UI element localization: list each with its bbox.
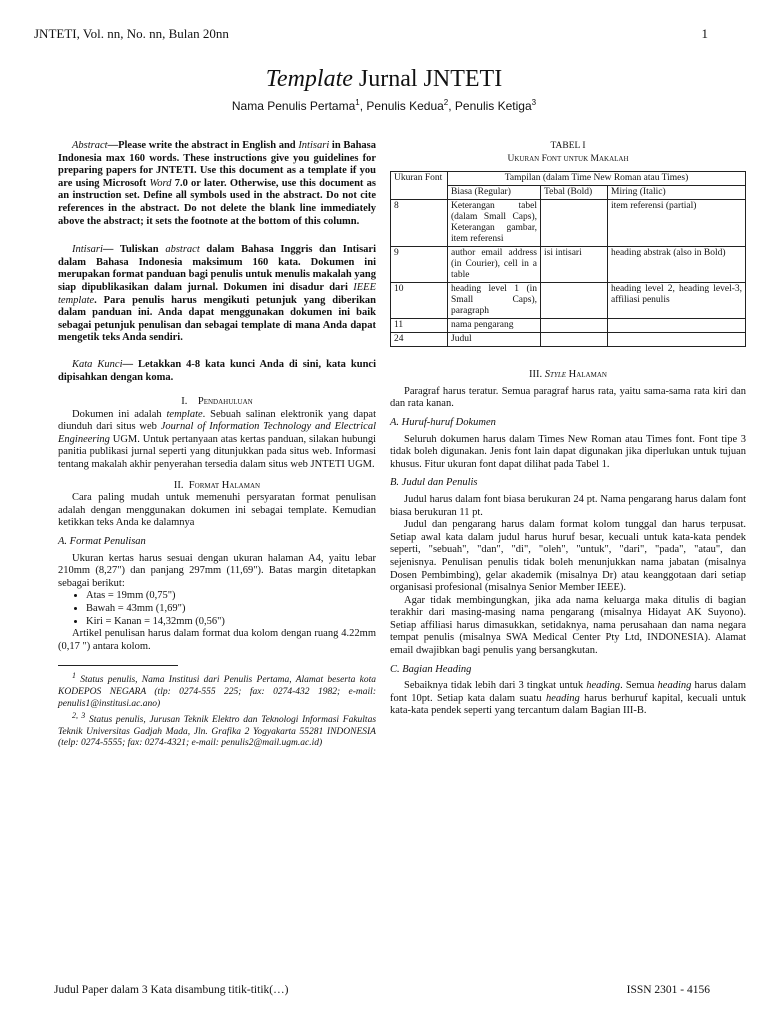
table-cell: item referensi (partial) — [608, 200, 746, 247]
table-cell: nama pengarang — [448, 319, 541, 333]
intisari: Intisari— Tuliskan abstract dalam Bahasa Inggris dan Intisari dalam Bahasa Indonesia maksimum 160 kata. Dokumen ini merupakan format panduan bagi penulis untuk menulis makalah yang siap dipublikasikan dalam jurnal. Dokumen ini disadur dari IEEE template. Para penulis harus mengikuti petunjuk yang diberikan dalam panduan ini. Anda dapat menggunakan dokumen ini baik sebagai petunjuk penulisan dan sebagai template di mana Anda dapat mengetik teks Anda sendiri. — [58, 244, 377, 344]
table-row — [391, 333, 746, 347]
table-cell: 11 — [391, 319, 448, 333]
table-cell: heading level 2, heading level-3, affiliasi penulis — [608, 283, 746, 319]
section-2-paragraph: Cara paling mudah untuk memenuhi persyaratan format penulisan adalah dengan menggunakan dokumen ini sebagai template. Kemudian ketikkan teks Anda ke dalamnya — [58, 492, 376, 529]
table-cell — [608, 333, 746, 347]
footnote-1: $^1$ Status penulis, Nama Institusi dari Penulis Pertama, Alamat beserta kota KODEPOS NEGARA (tlp: 0274-555 225; fax: 0274-432 1982; e-mail: penulis1@institusi.ac.ano) — [58, 671, 377, 709]
table-header: Ukuran Font — [391, 172, 448, 200]
title-paragraph: Judul harus dalam font biasa berukuran 24 pt. Nama pengarang harus dalam font biasa berukuran 11 pt. — [390, 493, 746, 518]
running-header: JNTETI, Vol. nn, No. nn, Bulan 20nn — [34, 26, 229, 41]
column-paragraph: Artikel penulisan harus dalam format dua kolom dengan ruang 4.22mm (0,17 ") antara kolom. — [58, 628, 376, 652]
subsection-2a-heading: A. Format Penulisan — [58, 536, 146, 548]
font-size-table — [390, 171, 746, 347]
section-1-paragraph: Dokumen ini adalah template. Sebuah salinan elektronik yang dapat diunduh dari situs web Journal of Information Technology and Electrical Engineering UGM. Untuk pertanyaan atas kertas panduan, silakan hubungi panitia publikasi jurnal seperti yang ditunjukkan pada situs web. Informasi tentang makalah akhir penyerahan tersedia dalam situs web JNTETI UGM. — [58, 408, 376, 471]
table-cell: 8 — [391, 200, 448, 247]
paper-size-paragraph: Ukuran kertas harus sesuai dengan ukuran halaman A4, yaitu lebar 210mm (8,27") dan panjang 297mm (11,69"). Batas margin ditetapkan sebagai berikut: — [58, 552, 376, 589]
table-row — [391, 247, 746, 283]
fonts-paragraph: Seluruh dokumen harus dalam Times New Roman atau Times font. Font tipe 3 tidak boleh digunakan. Jenis font lain dapat digunakan jika diperlukan untuk tujuan khusus. Fitur ukuran font dapat dilihat pada Tabel 1. — [390, 433, 746, 470]
table-label: TABEL I — [550, 141, 586, 151]
table-header: Tampilan (dalam Time New Roman atau Times) — [448, 172, 746, 186]
section-3-heading: III. Style Halaman — [529, 369, 607, 381]
subsection-3c-heading: C. Bagian Heading — [390, 663, 472, 675]
table-row — [391, 283, 746, 319]
heading-paragraph: Sebaiknya tidak lebih dari 3 tingkat untuk heading. Semua heading harus dalam font 10pt. Setiap kata dalam suatu heading harus berhuruf kapital, kecuali untuk kata-kata pendek seperti yang tercantum dalam Bagian III-B. — [390, 680, 747, 717]
table-header: Miring (Italic) — [608, 186, 746, 200]
table-cell — [541, 283, 608, 319]
table-cell: heading level 1 (in Small Caps), paragraph — [448, 283, 541, 319]
footnote-2: $^{2, 3}$ Status penulis, Jurusan Teknik Elektro dan Teknologi Informasi Fakultas Teknik Universitas Gadjah Mada, Jln. Grafika 2 Yogyakarta 55281 INDONESIA (telp: 0274-5555; fax: 0274-4321; e-mail: penulis2@mail.ugm.ac.id) — [58, 711, 377, 749]
table-cell — [541, 319, 608, 333]
section-1-heading: I. Pendahuluan — [181, 396, 253, 408]
keywords: Kata Kunci— Letakkan 4-8 kata kunci Anda di sini, kata kunci dipisahkan dengan koma. — [58, 358, 377, 383]
issn: ISSN 2301 - 4156 — [626, 984, 710, 996]
right-column — [390, 140, 746, 718]
list-item: • Kiri = Kanan = 14,32mm (0,56") — [86, 616, 376, 629]
table-cell: Judul — [448, 333, 541, 347]
subsection-3b-heading: B. Judul dan Penulis — [390, 477, 478, 489]
section-2-heading: II. Format Halaman — [173, 479, 261, 491]
table-row — [391, 200, 746, 247]
abstract: Abstract—Please write the abstract in English and Intisari in Bahasa Indonesia max 160 words. These instructions give you guidelines for preparing papers for JNTETI. Use this document as a template if you are using Microsoft Word 7.0 or later. Otherwise, use this document as an instruction set. Define all symbols used in the abstract. Do not cite references in the abstract. Do not delete the blank line immediately above the abstract; it sets the footnote at the bottom of this column. — [58, 140, 376, 227]
table-header: Biasa (Regular) — [448, 186, 541, 200]
left-column — [58, 140, 376, 750]
table-cell: isi intisari — [541, 247, 608, 283]
margin-list — [58, 590, 376, 628]
author-paragraph: Judul dan pengarang harus dalam format kolom tunggal dan harus terpusat. Setiap awal kata dalam judul harus huruf besar, kecuali untuk kata-kata pendek seperti, "sebuah", "dan", "di", "oleh", "untuk", "dari", "pada", "atau", dan sejenisnya. Penulisan penulis tidak boleh menunjukkan nama jabatan (misalnya Dosen Pembimbing), gelar akademik (misalnya Dr) atau keanggotaan dari setiap organisasi profesional (misalnya Senior Member IEEE). — [390, 519, 746, 594]
subsection-3a-heading: A. Huruf-huruf Dokumen — [390, 416, 496, 428]
section-3-paragraph: Paragraf harus teratur. Semua paragraf harus rata, yaitu sama-sama rata kiri dan dan rata kanan. — [390, 385, 746, 410]
table-row — [391, 319, 746, 333]
table-cell: author email address (in Courier), cell in a table — [448, 247, 541, 283]
list-item: • Bawah = 43mm (1,69") — [86, 603, 376, 616]
author-list: Nama Penulis Pertama$^1$, Penulis Kedua$^2$, Penulis Ketiga$^3$ — [231, 98, 537, 113]
page-number: 1 — [701, 26, 708, 41]
table-cell — [541, 200, 608, 247]
table-cell — [541, 333, 608, 347]
list-item: • Atas = 19mm (0,75") — [86, 590, 376, 603]
table-cell: heading abstrak (also in Bold) — [608, 247, 746, 283]
running-footer: Judul Paper dalam 3 Kata disambung titik-titik(…) — [54, 984, 289, 996]
table-header: Tebal (Bold) — [541, 186, 608, 200]
table-caption: Ukuran Font untuk Makalah — [507, 153, 629, 164]
table-cell — [608, 319, 746, 333]
paper-title: Template Jurnal JNTETI — [265, 66, 503, 92]
affiliation-paragraph: Agar tidak membingungkan, jika ada nama keluarga maka ditulis di bagian terakhir dari masing-masing nama pengarang (misalnya Hidayat AK Suyono). Setiap affiliasi harus dimasukkan, setidaknya, nama perusahaan dan nama negara tempat penulis (misalnya SWA Medical Center Pty Ltd, INDONESIA). Alamat email dwajibkan bagi penulis yang bersangkutan. — [390, 594, 746, 657]
table-cell: 9 — [391, 247, 448, 283]
table-cell: 24 — [391, 333, 448, 347]
table-cell: 10 — [391, 283, 448, 319]
table-cell: Keterangan tabel (dalam Small Caps), Keterangan gambar, item referensi — [448, 200, 541, 247]
